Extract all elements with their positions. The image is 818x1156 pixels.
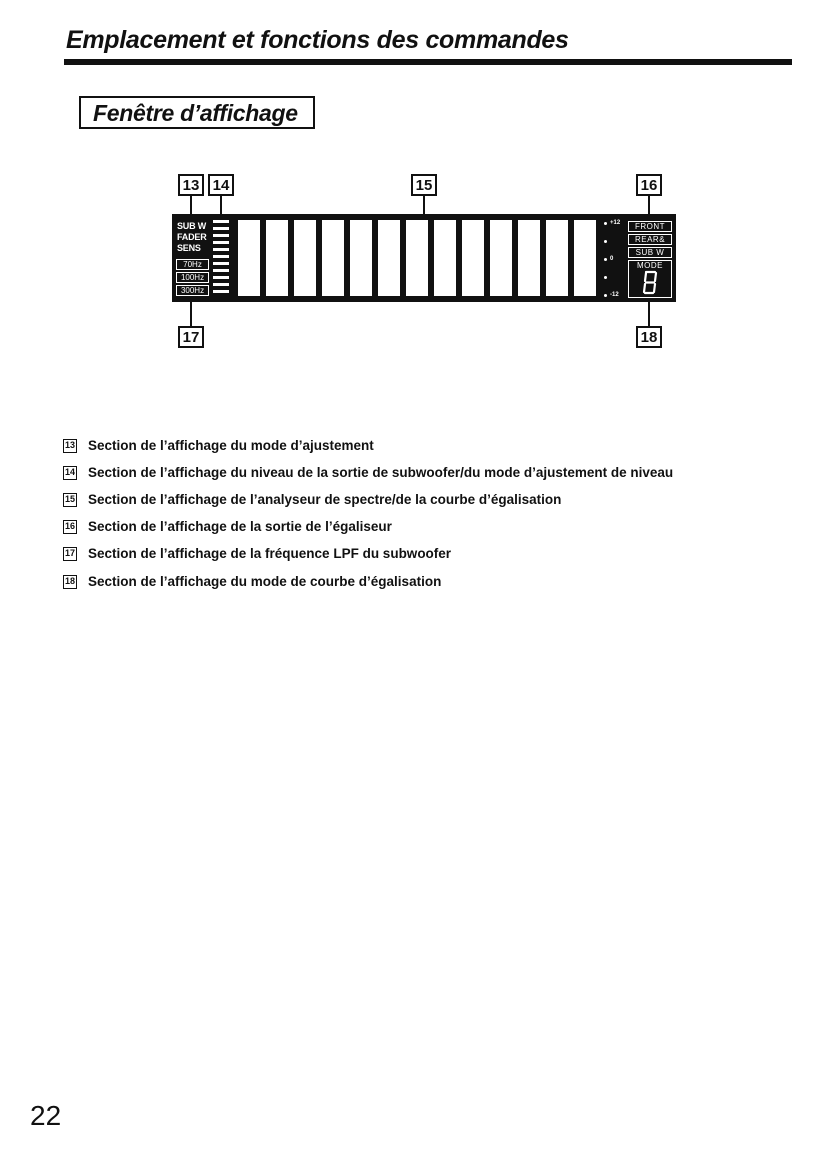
spectrum-bar — [434, 220, 456, 296]
output-rear: REAR& — [628, 234, 672, 245]
spectrum-bar — [238, 220, 260, 296]
seven-segment-digit-icon — [642, 270, 658, 295]
lpf-300hz: 300Hz — [176, 285, 209, 296]
output-front: FRONT — [628, 221, 672, 232]
spectrum-bar — [266, 220, 288, 296]
callout-15: 15 — [411, 174, 437, 196]
legend-item-13 — [63, 438, 374, 453]
spectrum-bar — [322, 220, 344, 296]
spectrum-bar — [574, 220, 596, 296]
level-segment — [213, 255, 229, 258]
lpf-100hz: 100Hz — [176, 272, 209, 283]
spectrum-bar — [350, 220, 372, 296]
callout-17: 17 — [178, 326, 204, 348]
mode-label-fader: FADER — [177, 232, 207, 242]
level-segment — [213, 262, 229, 265]
page-title: Emplacement et fonctions des commandes — [66, 26, 569, 54]
page-number: 22 — [30, 1100, 62, 1131]
spectrum-bar — [378, 220, 400, 296]
mode-box — [628, 260, 672, 298]
spectrum-bar — [406, 220, 428, 296]
callout-18: 18 — [636, 326, 662, 348]
level-segment — [213, 290, 229, 293]
mode-label: MODE — [637, 261, 663, 270]
scale-zero: 0 — [610, 256, 614, 262]
mode-label-sens: SENS — [177, 243, 201, 253]
scale-dot — [604, 294, 607, 297]
level-segment — [213, 248, 229, 251]
legend-number: 17 — [63, 547, 77, 561]
level-segment — [213, 234, 229, 237]
scale-dot — [604, 222, 607, 225]
level-segment — [213, 269, 229, 272]
scale-plus-12: +12 — [610, 220, 621, 226]
spectrum-bar — [490, 220, 512, 296]
legend-item-16 — [63, 519, 392, 534]
legend-text: Section de l’affichage du mode de courbe d’égalisation — [88, 574, 442, 589]
title-rule — [64, 59, 792, 65]
spectrum-bar — [518, 220, 540, 296]
leader-13 — [190, 196, 192, 216]
level-segment — [213, 220, 229, 223]
leader-17 — [190, 300, 192, 326]
leader-18 — [648, 300, 650, 326]
legend-text: Section de l’affichage du niveau de la sortie de subwoofer/du mode d’ajustement de niveau — [88, 465, 674, 480]
section-heading: Fenêtre d’affichage — [93, 100, 298, 126]
legend-item-15 — [63, 492, 561, 507]
legend-item-14 — [63, 465, 673, 480]
legend-text: Section de l’affichage de la fréquence LPF du subwoofer — [88, 546, 452, 561]
leader-16 — [648, 196, 650, 216]
scale-dot — [604, 276, 607, 279]
callout-13: 13 — [178, 174, 204, 196]
scale-minus-12: -12 — [610, 292, 619, 298]
level-segment — [213, 283, 229, 286]
leader-14 — [220, 196, 222, 216]
legend-number: 13 — [63, 439, 77, 453]
spectrum-bar — [546, 220, 568, 296]
legend-number: 14 — [63, 466, 77, 480]
level-segment — [213, 241, 229, 244]
output-sub-w: SUB W — [628, 247, 672, 258]
spectrum-bar — [294, 220, 316, 296]
legend-item-17 — [63, 546, 451, 561]
legend-text: Section de l’affichage du mode d’ajustement — [88, 438, 374, 453]
callout-14: 14 — [208, 174, 234, 196]
scale-dot — [604, 258, 607, 261]
legend-item-18 — [63, 574, 441, 589]
level-segment — [213, 276, 229, 279]
legend-number: 15 — [63, 493, 77, 507]
legend-number: 18 — [63, 575, 77, 589]
legend-text: Section de l’affichage de l’analyseur de spectre/de la courbe d’égalisation — [88, 492, 562, 507]
legend-number: 16 — [63, 520, 77, 534]
legend-text: Section de l’affichage de la sortie de l’égaliseur — [88, 519, 392, 534]
mode-label-sub-w: SUB W — [177, 221, 206, 231]
lpf-70hz: 70Hz — [176, 259, 209, 270]
scale-dot — [604, 240, 607, 243]
leader-15 — [423, 196, 425, 216]
spectrum-bar — [462, 220, 484, 296]
level-segment — [213, 227, 229, 230]
callout-16: 16 — [636, 174, 662, 196]
